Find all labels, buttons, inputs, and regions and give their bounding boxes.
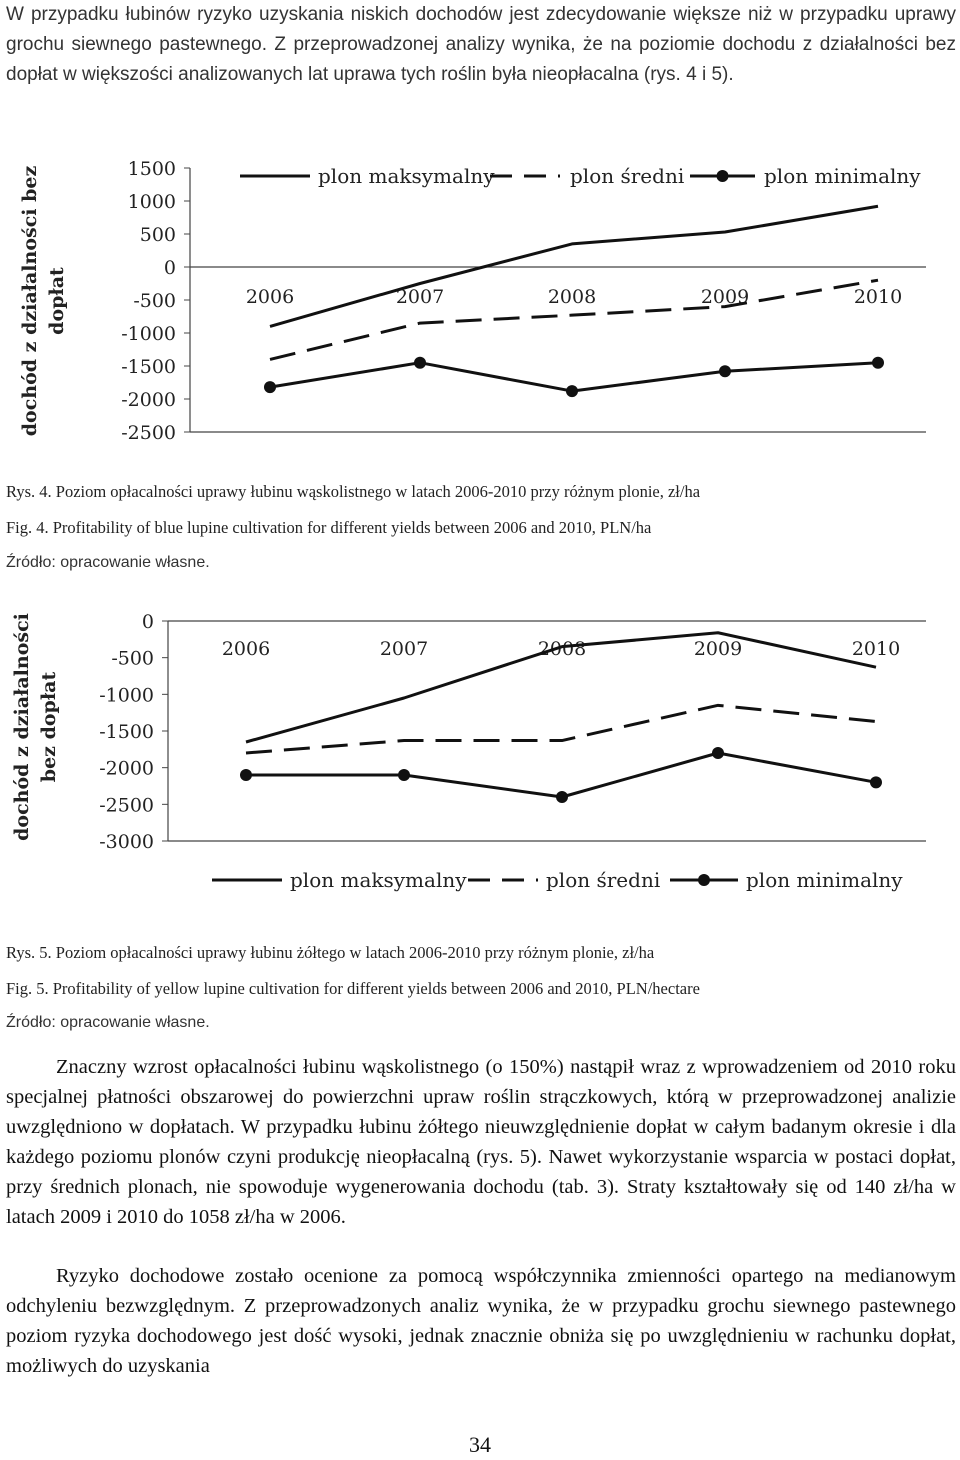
legend-label: plon średni [546,868,661,892]
x-tick-label: 2008 [547,286,597,308]
x-tick-label: 2009 [700,286,750,308]
y-axis-label: dochód z działalności [11,613,33,841]
x-tick-label: 2006 [221,638,271,660]
data-point [240,769,252,781]
y-tick-label: -1500 [99,721,154,743]
legend-label: plon minimalny [764,164,921,188]
y-tick-label: 0 [163,257,176,279]
x-tick-label: 2010 [851,638,901,660]
y-tick-label: 1500 [127,158,176,180]
data-point [870,776,882,788]
legend-marker [717,170,729,182]
x-tick-label: 2009 [693,638,743,660]
legend-label: plon maksymalny [318,164,495,188]
x-tick-label: 2008 [537,638,587,660]
data-point [264,381,276,393]
y-tick-label: -1000 [99,684,154,707]
figure-5-chart [0,605,960,905]
data-point [872,357,884,369]
y-tick-label: -500 [111,647,154,670]
legend-label: plon minimalny [746,868,903,892]
page-number: 34 [469,1432,491,1457]
data-point [712,747,724,759]
figure-4-caption-pl: Rys. 4. Poziom opłacalności uprawy łubinu wąskolistnego w latach 2006-2010 przy różnym plonie, zł/ha [6,482,701,501]
y-tick-label: -2500 [121,422,176,444]
legend-label: plon średni [570,164,685,188]
series-line-2 [246,753,876,797]
body-paragraph-1: Znaczny wzrost opłacalności łubinu wąskolistnego (o 150%) nastąpił wraz z wprowadzeniem od 2010 roku specjalnej płatności obszarowej do powierzchni upraw roślin strączkowych, którą w przeprowadzonej analizie uwzględniono w dopłatach. W przypadku łubinu żółtego nieuwzględnienie dopłat w całym badanym okresie i dla każdego poziomu plonów czyni produkcję nieopłacalną (rys. 5). Nawet wykorzystanie wsparcia w postaci dopłat, przy średnich plonach, nie spowoduje wygenerowania dochodu (tab. 3). Straty kształtowały się od 140 zł/ha w latach 2009 i 2010 do 1058 zł/ha w 2006. [6,1056,956,1228]
y-tick-label: -2000 [121,389,176,411]
y-tick-label: 1000 [127,191,176,213]
y-tick-label: 0 [141,611,154,633]
x-tick-label: 2007 [395,286,445,308]
y-tick-label: 500 [139,224,176,246]
body-paragraph-2: Ryzyko dochodowe zostało ocenione za pomocą współczynnika zmienności opartego na medianowym odchyleniu bezwzględnym. Z przeprowadzonych analiz wynika, że w przypadku grochu siewnego pastewnego poziom ryzyka dochodowego jest dość wysoki, jednak znacznie obniża się po uwzględnieniu w rachunku dopłat, możliwych do uzyskania [6,1265,956,1377]
figure-5-caption-pl: Rys. 5. Poziom opłacalności uprawy łubinu żółtego w latach 2006-2010 przy różnym plonie, zł/ha [6,943,655,962]
data-point [719,365,731,377]
data-point [414,357,426,369]
figure-4-caption-en: Fig. 4. Profitability of blue lupine cultivation for different yields between 2006 and 2010, PLN/ha [6,518,652,537]
legend-label: plon maksymalny [290,868,467,892]
y-tick-label: -2500 [99,794,154,817]
y-axis-label: dopłat [46,267,68,335]
data-point [398,769,410,781]
data-point [556,791,568,803]
x-tick-label: 2006 [245,286,295,308]
legend-marker [698,874,710,886]
x-tick-label: 2007 [379,638,429,660]
y-tick-label: -500 [133,290,176,312]
y-axis-label: bez dopłat [38,671,60,783]
intro-paragraph: W przypadku łubinów ryzyko uzyskania niskich dochodów jest zdecydowanie większe niż w przypadku uprawy grochu siewnego pastewnego. Z przeprowadzonej analizy wynika, że na poziomie dochodu z działalności bez dopłat w większości analizowanych lat uprawa tych roślin była nieopłacalna (rys. 4 i 5). [6,4,956,85]
y-tick-label: -1000 [121,323,176,345]
series-line-1 [246,705,876,753]
y-tick-label: -2000 [99,757,154,780]
data-point [566,385,578,397]
y-tick-label: -1500 [121,356,176,378]
figure-5-source: Źródło: opracowanie własne. [6,1014,210,1031]
x-tick-label: 2010 [853,286,903,308]
y-tick-label: -3000 [99,831,154,853]
figure-4-source: Źródło: opracowanie własne. [6,554,210,571]
y-axis-label: dochód z działalności bez [19,165,41,437]
figure-5-caption-en: Fig. 5. Profitability of yellow lupine cultivation for different yields between 2006 and 2010, PLN/hectare [6,979,700,998]
series-line-0 [270,206,878,326]
